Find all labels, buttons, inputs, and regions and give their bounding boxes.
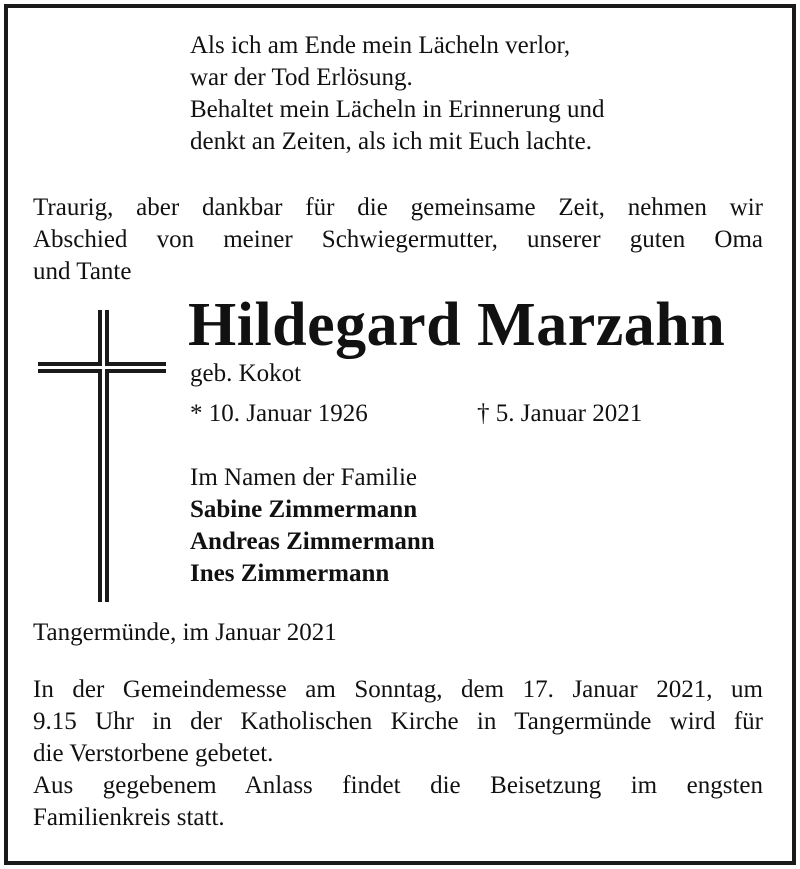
intro-line: Traurig, aber dankbar für die gemeinsame Zeit, nehmen wir [33,194,763,221]
poem-line: Als ich am Ende mein Lächeln verlor, [190,32,571,59]
notice-line: die Verstorbene gebetet. [33,740,274,767]
intro-line: Abschied von meiner Schwiegermutter, unserer guten Oma [33,226,763,253]
cross-vertical-left [98,310,102,602]
poem-line: Behaltet mein Lächeln in Erinnerung und [190,96,605,123]
notice-line: In der Gemeindemesse am Sonntag, dem 17. Januar 2021, um [33,676,763,703]
place-date: Tangermünde, im Januar 2021 [33,619,337,646]
birth-date: * 10. Januar 1926 [190,400,368,427]
cross-icon [36,308,168,606]
notice-line: Aus gegebenem Anlass findet die Beisetzung im engsten [33,772,763,799]
family-member: Sabine Zimmermann [190,496,418,523]
deceased-name: Hildegard Marzahn [188,291,726,359]
family-member: Andreas Zimmermann [190,528,435,555]
maiden-name: geb. Kokot [190,360,302,387]
death-date: † 5. Januar 2021 [477,400,643,427]
cross-gap-mask-h [38,366,166,369]
intro-line: und Tante [33,258,132,285]
poem-line: denkt an Zeiten, als ich mit Euch lachte. [190,128,592,155]
notice-line: 9.15 Uhr in der Katholischen Kirche in Tangermünde wird für [33,708,763,735]
family-member: Ines Zimmermann [190,560,390,587]
poem [190,30,604,158]
service-notice [33,674,763,834]
cross-vertical-right [105,310,109,602]
notice-line: Familienkreis statt. [33,804,225,831]
intro-text [33,192,763,288]
poem-line: war der Tod Erlösung. [190,64,413,91]
family-header: Im Namen der Familie [190,464,418,491]
family-block [190,462,435,590]
cross-gap-mask [102,310,105,602]
